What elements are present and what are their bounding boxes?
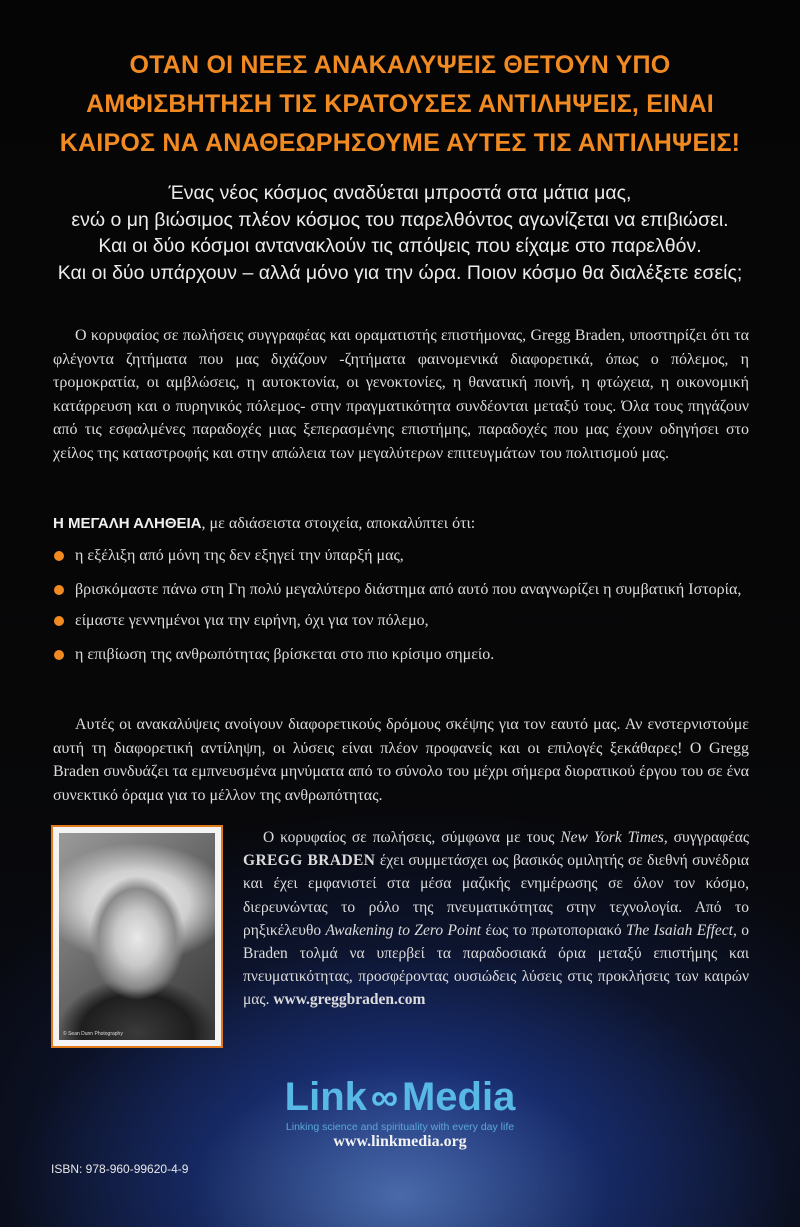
list-item — [53, 544, 749, 568]
bullet-text: η επιβίωση της ανθρωπότητας βρίσκεται στο πιο κρίσιμο σημείο. — [75, 645, 495, 663]
great-truth-title: Η ΜΕΓΑΛΗ ΑΛΗΘΕΙΑ — [53, 515, 202, 532]
great-truth-intro — [53, 515, 749, 533]
bio-text: έως το πρωτοποριακό — [481, 921, 627, 939]
list-item — [53, 643, 749, 667]
author-photo — [59, 833, 215, 1040]
publisher-logo-wordmark — [268, 1075, 532, 1120]
infinity-icon: ∞ — [370, 1077, 398, 1119]
isbn-label: ISBN: 978-960-99620-4-9 — [51, 1162, 189, 1176]
headline-line-1: ΟΤΑΝ ΟΙ ΝΕΕΣ ΑΝΑΚΑΛΥΨΕΙΣ ΘΕΤΟΥΝ ΥΠΟ — [129, 51, 671, 79]
author-photo-frame — [51, 825, 223, 1048]
list-item — [53, 578, 749, 602]
bio-nyt: New York Times — [560, 829, 664, 846]
bullet-text: βρισκόμαστε πάνω στη Γη πολύ μεγαλύτερο διάστημα από αυτό που αναγνωρίζει η συμβατική Ιστορία, — [75, 580, 742, 598]
bullet-text: είμαστε γεννημένοι για την ειρήνη, όχι για τον πόλεμο, — [75, 612, 429, 629]
bio-text: έχει συμμετάσχει ως βασικός ομιλητής σε διεθνή συνέδρια και έχει εμφανιστεί στα μέσα μαζικής ενημέρωσης σε όλον τον κόσμο, διερευνώντας το ρόλο της πνευματικότητας στην τεχνολογία. Από το ρηξικέλευθο — [243, 852, 750, 939]
bio-text: , ο Braden τολμά να υπερβεί τα παραδοσιακά όρια μεταξύ επιστήμης και πνευματικότητας, προσφέροντας ουσιώδεις λύσεις στις προκλήσεις των καιρών μας. — [243, 921, 749, 1009]
intro-line-4: Και οι δύο υπάρχουν – αλλά μόνο για την ώρα. Ποιον κόσμο θα διαλέξετε εσείς; — [57, 261, 743, 284]
description-paragraph-2: Αυτές οι ανακαλύψεις ανοίγουν διαφορετικούς δρόμους σκέψης για τον εαυτό μας. Αν ενστερνιστούμε αυτή τη διαφορετική αντίληψη, οι λύσεις είναι πλέον προφανείς και οι επιλογές ξεκάθαρες! Ο Gregg Braden συνδυάζει τα εμπνευσμένα μηνύματα από το σύνολο του μέχρι σήμερα διορατικού έργου του σε ένα συνεκτικό όραμα για το μέλλον της ανθρωπότητας. — [53, 716, 749, 804]
intro-line-2: ενώ ο μη βιώσιμος πλέον κόσμος του παρελθόντος αγωνίζεται να επιβιώσει. — [71, 208, 729, 231]
intro-line-3: Και οι δύο κόσμοι αντανακλούν τις απόψεις που είχαμε στο παρελθόν. — [98, 235, 702, 257]
publisher-website-link[interactable]: www.linkmedia.org — [333, 1133, 467, 1150]
publisher-logo — [268, 1075, 532, 1133]
bullet-text: η εξέλιξη από μόνη της δεν εξηγεί την ύπαρξή μας, — [75, 547, 404, 564]
intro-line-1: Ένας νέος κόσμος αναδύεται μπροστά στα μάτια μας, — [168, 182, 632, 204]
author-name: GREGG BRADEN — [243, 852, 376, 870]
bio-book-title: The Isaiah Effect — [626, 921, 733, 939]
headline-line-3: ΚΑΙΡΟΣ ΝΑ ΑΝΑΘΕΩΡΗΣΟΥΜΕ ΑΥΤΕΣ ΤΙΣ ΑΝΤΙΛΗΨΕΙΣ! — [59, 129, 741, 157]
bullet-dot-icon — [54, 616, 64, 626]
list-item — [53, 609, 749, 633]
bullet-dot-icon — [54, 585, 64, 595]
bio-text: , συγγραφέας — [663, 829, 749, 846]
author-website-link[interactable]: www.greggbraden.com — [273, 991, 426, 1009]
bullet-dot-icon — [54, 650, 64, 660]
bullet-dot-icon — [54, 551, 64, 561]
description-paragraph-1: Ο κορυφαίος σε πωλήσεις συγγραφέας και οραματιστής επιστήμονας, Gregg Braden, υποστηρίζει ότι τα φλέγοντα ζητήματα που μας διχάζουν -ζητήματα φαινομενικά διαφορετικά, όπως ο πόλεμος, η τρομοκρατία, οι αμβλώσεις, η αυτοκτονία, οι γενοκτονίες, η θανατική ποινή, η φτώχεια, η οικονομική κατάρρευση και ο πυρηνικός πόλεμος- στην πραγματικότητα συνδέονται μεταξύ τους. Όλα τους πηγάζουν από τις εσφαλμένες παραδοχές μιας ξεπερασμένης επιστήμης, παραδοχές που μας έχουν οδηγήσει στο χείλος της καταστροφής και στην απώλεια των μεγαλύτερων επιτευγμάτων του πολιτισμού μας. — [53, 327, 749, 462]
photo-credit: © Sean Dunn Photography — [63, 1031, 123, 1037]
author-bio — [243, 826, 749, 1012]
logo-word-media: Media — [401, 1075, 516, 1119]
logo-word-link: Link — [284, 1075, 367, 1119]
intro-text — [20, 180, 780, 286]
publisher-tagline: Linking science and spirituality with every day life — [285, 1121, 515, 1133]
truth-bullet-list — [53, 544, 749, 676]
great-truth-text: , με αδιάσειστα στοιχεία, αποκαλύπτει ότι: — [201, 515, 476, 532]
bio-book-title: Awakening to Zero Point — [325, 921, 482, 939]
headline-line-2: ΑΜΦΙΣΒΗΤΗΣΗ ΤΙΣ ΚΡΑΤΟΥΣΕΣ ΑΝΤΙΛΗΨΕΙΣ, ΕΙΝΑΙ — [86, 90, 714, 118]
bio-text: Ο κορυφαίος σε πωλήσεις, σύμφωνα με τους — [263, 829, 561, 846]
headline — [20, 46, 780, 163]
